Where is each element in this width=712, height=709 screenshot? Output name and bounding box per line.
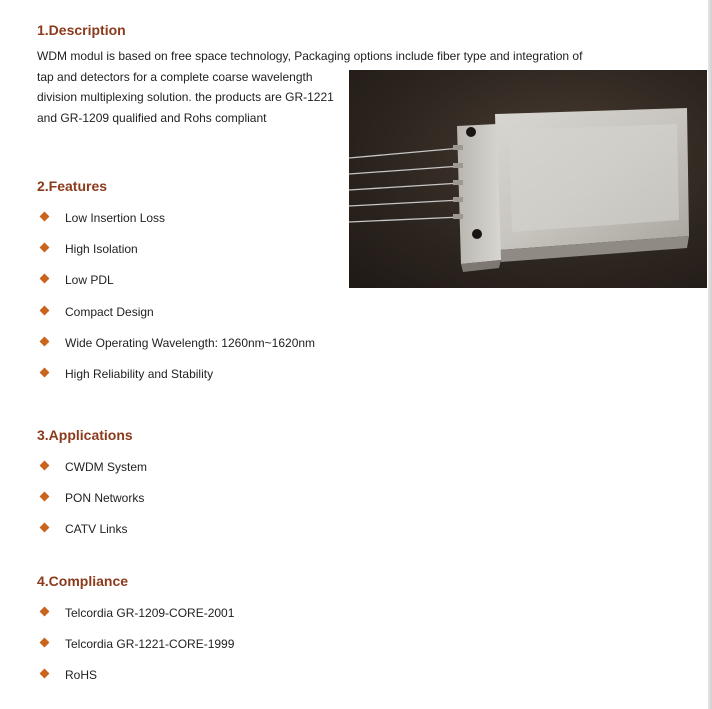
compliance-text: RoHS [65,668,98,683]
feature-text: High Isolation [65,242,138,257]
compliance-heading: 4.Compliance [37,573,129,589]
diamond-bullet-icon [40,367,50,377]
diamond-bullet-icon [40,523,50,533]
application-text: CWDM System [65,460,147,474]
description-line: WDM modul is based on free space technology, Packaging options include fiber type and integration of [37,49,583,63]
diamond-bullet-icon [40,607,50,617]
diamond-bullet-icon [40,243,50,253]
feature-text: High Reliability and Stability [65,366,214,381]
diamond-bullet-icon [40,212,50,222]
application-text: CATV Links [65,522,128,537]
compliance-text: Telcordia GR-1221-CORE-1999 [65,637,235,652]
diamond-bullet-icon [40,274,50,284]
diamond-bullet-icon [40,336,50,346]
diamond-bullet-icon [40,638,50,648]
diamond-bullet-icon [40,669,50,679]
diamond-bullet-icon [40,461,50,471]
diamond-bullet-icon [40,305,50,315]
feature-text: Wide Operating Wavelength: 1260nm~1620nm [65,335,316,350]
compliance-text: Telcordia GR-1209-CORE-2001 [65,606,235,620]
feature-text: Low Insertion Loss [65,211,166,225]
diamond-bullet-icon [40,492,50,502]
description-heading: 1.Description [37,22,126,38]
description-line: division multiplexing solution. the products are GR-1221 [37,90,334,104]
feature-text: Low PDL [65,273,114,288]
applications-heading: 3.Applications [37,427,133,443]
product-photo [349,70,707,288]
feature-text: Compact Design [65,304,154,319]
wdm-module-image [349,70,707,288]
window-edge [708,0,712,709]
description-line: and GR-1209 qualified and Rohs compliant [37,110,267,125]
application-text: PON Networks [65,491,145,506]
features-heading: 2.Features [37,178,108,194]
description-line: tap and detectors for a complete coarse wavelength [37,69,313,84]
